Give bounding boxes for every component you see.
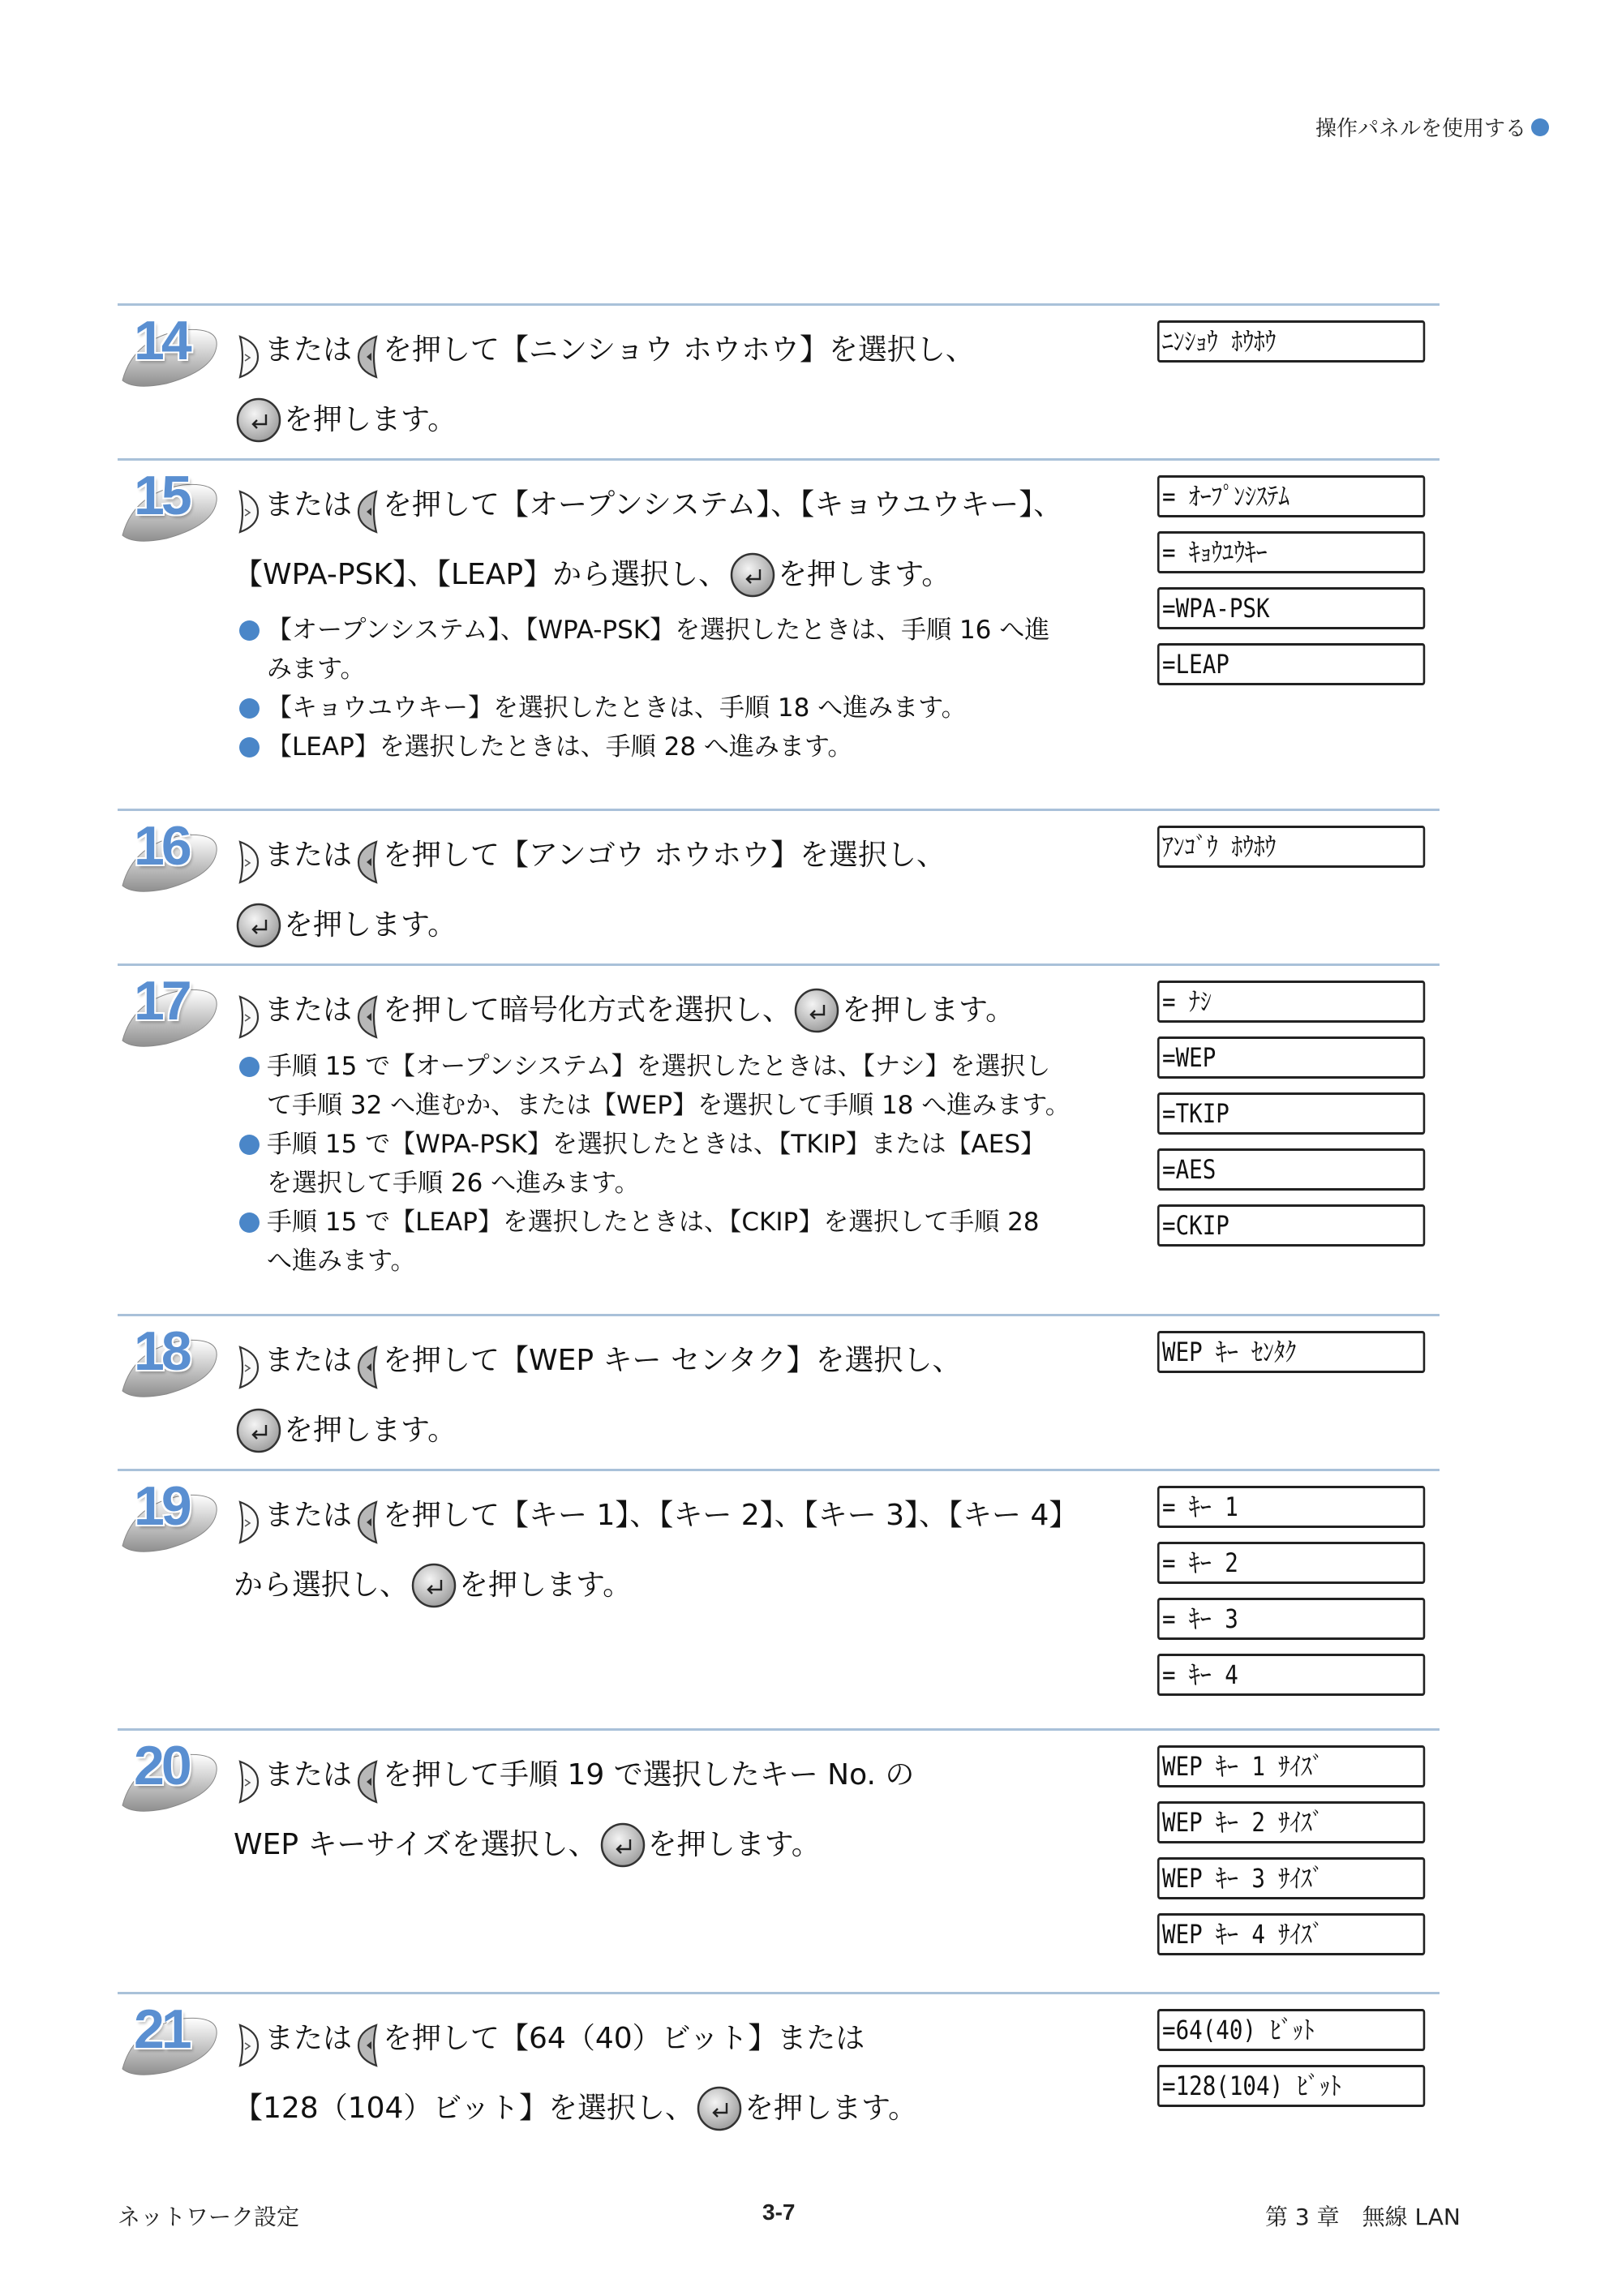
lcd-display: =AES	[1157, 1148, 1425, 1191]
enter-button-icon	[235, 1407, 282, 1454]
enter-button-icon	[410, 1562, 457, 1609]
step-20	[118, 1728, 1440, 1994]
up-arrow-button-icon	[234, 487, 264, 537]
step-14	[118, 303, 1440, 461]
instruction-text: を押して【オープンシステム】、【キョウユウキー】、	[383, 488, 1063, 521]
lcd-display: =TKIP	[1157, 1092, 1425, 1135]
instruction-text: を押します。	[284, 1414, 457, 1447]
lcd-display: ｱﾝｺﾞｳ ﾎｳﾎｳ	[1157, 826, 1425, 868]
step-number: 15	[134, 465, 189, 526]
lcd-display: ﾆﾝｼｮｳ ﾎｳﾎｳ	[1157, 320, 1425, 363]
bullet-icon	[239, 1057, 260, 1077]
lcd-display-stack	[1157, 1745, 1469, 1969]
lcd-display: =CKIP	[1157, 1204, 1425, 1247]
instruction-text: または	[264, 1758, 353, 1792]
lcd-display: =LEAP	[1157, 643, 1425, 685]
note-text: へ進みます。	[267, 1247, 416, 1276]
step-21	[118, 1992, 1440, 2157]
instruction-line	[234, 1484, 1078, 1547]
instruction-line	[234, 1562, 632, 1609]
lcd-display: WEP ｷｰ 3 ｻｲｽﾞ	[1157, 1857, 1425, 1899]
step-number-badge	[118, 966, 223, 1055]
page-number: 3-7	[762, 2199, 796, 2225]
enter-button-icon	[793, 987, 840, 1034]
instruction-line	[234, 1407, 457, 1454]
instruction-text: から選択し、	[234, 1569, 410, 1602]
instruction-line	[234, 1329, 962, 1393]
step-17	[118, 963, 1440, 1316]
step-number: 17	[134, 970, 189, 1032]
up-arrow-button-icon	[234, 1497, 264, 1547]
instruction-text: または	[264, 1499, 353, 1532]
down-arrow-button-icon	[352, 992, 383, 1042]
lcd-display-stack	[1157, 320, 1469, 376]
up-arrow-button-icon	[234, 2020, 264, 2071]
instruction-text: を押して【キー 1】、【キー 2】、【キー 3】、【キー 4】	[383, 1499, 1079, 1532]
lcd-display: =128(104) ﾋﾞｯﾄ	[1157, 2065, 1425, 2107]
step-number: 20	[134, 1735, 189, 1796]
enter-button-icon	[696, 2085, 743, 2132]
lcd-display: = ｷｰ 1	[1157, 1486, 1425, 1528]
lcd-display: = ｵｰﾌﾟﾝｼｽﾃﾑ	[1157, 475, 1425, 517]
lcd-display: WEP ｷｰ 2 ｻｲｽﾞ	[1157, 1801, 1425, 1843]
down-arrow-button-icon	[352, 487, 383, 537]
note-item	[239, 1047, 1071, 1125]
enter-button-icon	[235, 397, 282, 444]
step-15	[118, 458, 1440, 811]
step-notes	[239, 1047, 1071, 1281]
note-text: 【LEAP】を選択したときは、手順 28 へ進みます。	[267, 732, 853, 762]
lcd-display-stack	[1157, 1331, 1469, 1387]
instruction-text: を押して【アンゴウ ホウホウ】を選択し、	[383, 839, 946, 872]
instruction-text: を押して【ニンショウ ホウホウ】を選択し、	[383, 333, 975, 367]
instruction-line	[234, 1744, 914, 1807]
step-number-badge	[118, 1731, 223, 1820]
instruction-text: を押します。	[284, 908, 457, 942]
note-item	[239, 689, 1049, 727]
note-text: 手順 15 で【オープンシステム】を選択したときは、【ナシ】を選択し	[267, 1052, 1051, 1081]
instruction-text: を押します。	[778, 558, 951, 591]
instruction-text: または	[264, 1344, 353, 1377]
note-text: みます。	[267, 654, 366, 684]
step-16	[118, 809, 1440, 966]
note-text: 【オープンシステム】、【WPA-PSK】を選択したときは、手順 16 へ進	[267, 616, 1050, 645]
lcd-display: =64(40) ﾋﾞｯﾄ	[1157, 2009, 1425, 2051]
instruction-text: または	[264, 2022, 353, 2055]
step-number-badge	[118, 1994, 223, 2084]
instruction-text: または	[264, 333, 353, 367]
note-text: て手順 32 へ進むか、または【WEP】を選択して手順 18 へ進みます。	[267, 1091, 1071, 1120]
down-arrow-button-icon	[352, 1497, 383, 1547]
instruction-text: 【WPA-PSK】、【LEAP】から選択し、	[234, 558, 728, 591]
instruction-text: を押します。	[744, 2092, 918, 2125]
instruction-line	[234, 551, 950, 599]
step-number-badge	[118, 306, 223, 395]
enter-button-icon	[729, 551, 776, 599]
instruction-text: を押して暗号化方式を選択し、	[383, 994, 792, 1027]
instruction-text: 【128（104）ビット】を選択し、	[234, 2092, 694, 2125]
note-text: 手順 15 で【LEAP】を選択したときは、【CKIP】を選択して手順 28	[267, 1208, 1040, 1237]
instruction-text: WEP キーサイズを選択し、	[234, 1828, 598, 1861]
instruction-text: または	[264, 488, 353, 521]
lcd-display: =WEP	[1157, 1036, 1425, 1079]
instruction-text: を押して【64（40）ビット】または	[383, 2022, 865, 2055]
bullet-icon	[239, 737, 260, 757]
header-dot-icon	[1531, 118, 1549, 136]
instruction-line	[234, 1822, 821, 1869]
step-number: 14	[134, 310, 189, 371]
step-number: 19	[134, 1475, 189, 1537]
bullet-icon	[239, 620, 260, 641]
lcd-display: WEP ｷｰ 4 ｻｲｽﾞ	[1157, 1913, 1425, 1955]
lcd-display: = ｷｰ 4	[1157, 1654, 1425, 1696]
instruction-text: を押します。	[284, 403, 457, 436]
lcd-display: = ｷｮｳﾕｳｷｰ	[1157, 531, 1425, 573]
up-arrow-button-icon	[234, 992, 264, 1042]
bullet-icon	[239, 1135, 260, 1155]
note-text: 手順 15 で【WPA-PSK】を選択したときは、【TKIP】または【AES】	[267, 1130, 1045, 1159]
instruction-text: を押します。	[647, 1828, 821, 1861]
note-text: を選択して手順 26 へ進みます。	[267, 1169, 640, 1198]
instruction-text: を押して手順 19 で選択したキー No. の	[383, 1758, 915, 1792]
lcd-display: = ｷｰ 2	[1157, 1542, 1425, 1584]
step-18	[118, 1314, 1440, 1471]
instruction-text: または	[264, 994, 353, 1027]
instruction-text: を押します。	[842, 994, 1015, 1027]
lcd-display-stack	[1157, 826, 1469, 882]
lcd-display: WEP ｷｰ ｾﾝﾀｸ	[1157, 1331, 1425, 1373]
enter-button-icon	[599, 1822, 646, 1869]
lcd-display: = ﾅｼ	[1157, 981, 1425, 1023]
lcd-display-stack	[1157, 475, 1469, 699]
up-arrow-button-icon	[234, 837, 264, 887]
note-item	[239, 727, 1049, 766]
instruction-line	[234, 2007, 865, 2071]
note-item	[239, 1203, 1071, 1281]
step-number-badge	[118, 461, 223, 550]
lcd-display-stack	[1157, 981, 1469, 1260]
instruction-line	[234, 902, 457, 949]
bullet-icon	[239, 1212, 260, 1233]
step-notes	[239, 611, 1049, 766]
step-number: 21	[134, 1998, 189, 2060]
lcd-display: = ｷｰ 3	[1157, 1598, 1425, 1640]
lcd-display: WEP ｷｰ 1 ｻｲｽﾞ	[1157, 1745, 1425, 1787]
up-arrow-button-icon	[234, 1342, 264, 1393]
down-arrow-button-icon	[352, 1342, 383, 1393]
enter-button-icon	[235, 902, 282, 949]
down-arrow-button-icon	[352, 837, 383, 887]
step-number-badge	[118, 1316, 223, 1405]
step-number: 16	[134, 815, 189, 877]
instruction-line	[234, 397, 457, 444]
step-19	[118, 1469, 1440, 1731]
lcd-display: =WPA-PSK	[1157, 587, 1425, 629]
step-number-badge	[118, 1471, 223, 1560]
up-arrow-button-icon	[234, 332, 264, 382]
down-arrow-button-icon	[352, 1757, 383, 1807]
instruction-text: を押します。	[459, 1569, 633, 1602]
instruction-line	[234, 2085, 917, 2132]
note-text: 【キョウユウキー】を選択したときは、手順 18 へ進みます。	[267, 693, 967, 723]
page-header	[1315, 112, 1549, 142]
footer-chapter: 第 3 章 無線 LAN	[1265, 2204, 1461, 2230]
note-item	[239, 1125, 1071, 1203]
step-number-badge	[118, 811, 223, 900]
note-item	[239, 611, 1049, 689]
instruction-line	[234, 979, 1015, 1042]
up-arrow-button-icon	[234, 1757, 264, 1807]
instruction-line	[234, 824, 946, 887]
footer-section-title: ネットワーク設定	[118, 2204, 300, 2230]
instruction-line	[234, 474, 1062, 537]
lcd-display-stack	[1157, 2009, 1469, 2121]
page-header-title: 操作パネルを使用する	[1315, 117, 1526, 141]
lcd-display-stack	[1157, 1486, 1469, 1710]
instruction-text: または	[264, 839, 353, 872]
step-number: 18	[134, 1320, 189, 1382]
down-arrow-button-icon	[352, 2020, 383, 2071]
instruction-line	[234, 319, 975, 382]
instruction-text: を押して【WEP キー センタク】を選択し、	[383, 1344, 962, 1377]
down-arrow-button-icon	[352, 332, 383, 382]
bullet-icon	[239, 698, 260, 719]
